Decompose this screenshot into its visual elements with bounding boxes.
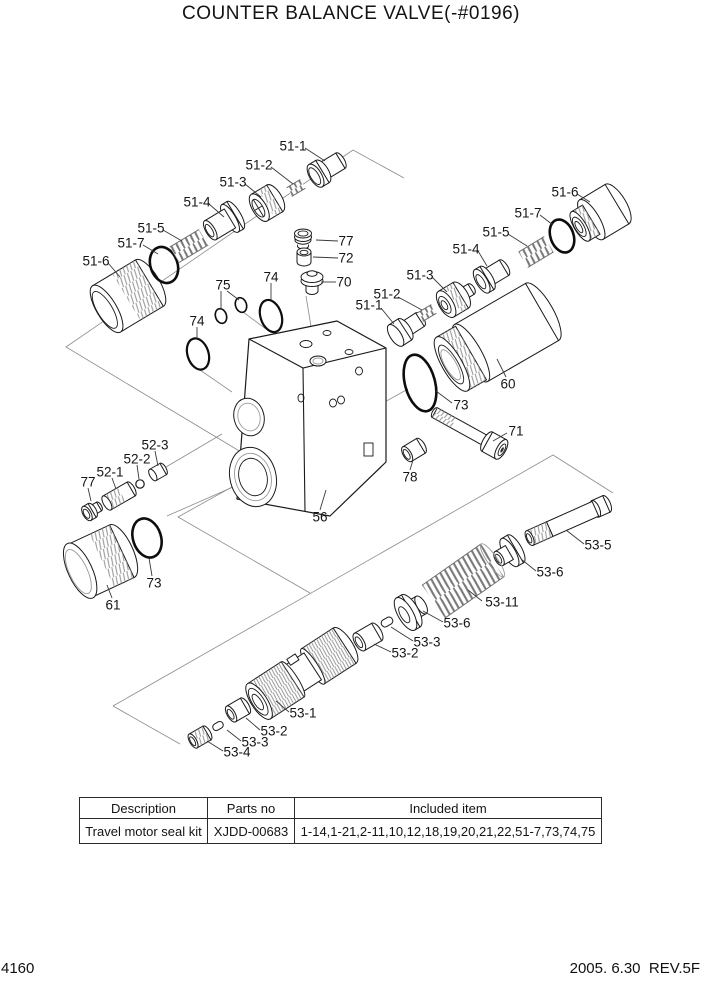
part-label-51-6: 51-6 [551,184,579,200]
leader-line [540,215,553,225]
part-label-51-1: 51-1 [279,138,307,154]
part-label-53-4: 53-4 [223,744,251,760]
part-label-75: 75 [215,277,231,293]
leader-line [112,478,116,489]
leader-line [163,230,182,241]
part-plug-77-center [295,229,312,249]
part-label-51-4: 51-4 [183,194,211,210]
leader-line [436,391,452,403]
part-retainer-53-6-lower [390,587,434,634]
part-label-53-6: 53-6 [443,615,471,631]
seal-kit-table [79,797,602,844]
page-number: 4160 [1,960,35,977]
part-spring-51-5-right [519,237,554,268]
part-label-52-2: 52-2 [123,451,151,467]
part-label-53-1: 53-1 [289,705,317,721]
part-sleeve-53-2-a [350,621,385,653]
part-label-52-1: 52-1 [96,464,124,480]
cell-description: Travel motor seal kit [80,819,208,844]
part-label-73: 73 [453,397,469,413]
part-bushing-78 [399,437,428,464]
part-pellet-53-3-b [211,720,224,732]
part-label-53-2: 53-2 [391,645,419,661]
part-label-51-2: 51-2 [373,286,401,302]
leader-line [88,488,91,501]
part-label-71: 71 [508,423,524,439]
leader-line [246,718,260,730]
part-plug-77-left [79,498,105,522]
part-label-51-5: 51-5 [482,224,510,240]
part-ring-52-2 [136,480,144,488]
part-label-74: 74 [189,313,205,329]
table-header-included-item: Included item [295,798,602,819]
part-label-77: 77 [338,233,354,249]
part-screw-53-4 [186,724,214,749]
leader-line [432,277,447,292]
part-label-51-4: 51-4 [452,241,480,257]
table-header-parts-no: Parts no [208,798,295,819]
cell-parts-no: XJDD-00683 [208,819,295,844]
part-label-51-7: 51-7 [514,205,542,221]
leader-line [137,465,139,479]
table-row [80,819,602,844]
part-label-51-3: 51-3 [219,174,247,190]
part-bolt-51-1-left [304,148,351,190]
part-label-53-11: 53-11 [485,594,519,610]
part-label-51-6: 51-6 [82,253,110,269]
part-label-51-3: 51-3 [406,267,434,283]
part-label-51-2: 51-2 [245,157,273,173]
part-label-51-1: 51-1 [355,297,383,313]
leader-line [155,451,158,466]
leader-line [521,559,536,571]
part-seat-51-4-right [470,254,514,295]
part-pellet-53-3-a [380,616,394,629]
cell-included-item: 1-14,1-21,2-11,10,12,18,19,20,21,22,51-7,73,74,75 [295,819,602,844]
part-label-53-5: 53-5 [584,537,612,553]
part-bolt-71 [427,402,510,461]
part-label-51-7: 51-7 [117,235,145,251]
leader-line [398,297,422,310]
part-oring-73-right [398,351,442,415]
leader-line [305,148,325,161]
part-label-51-5: 51-5 [137,220,165,236]
leader-line [508,234,527,246]
leader-line [374,644,391,652]
part-oring-74-left [183,336,213,373]
part-valve-body-56 [223,321,386,516]
leader-line [207,741,223,751]
page-title: COUNTER BALANCE VALVE(-#0196) [182,3,520,24]
table-header-description: Description [80,798,208,819]
part-label-53-3: 53-3 [413,634,441,650]
part-label-70: 70 [336,274,352,290]
part-label-61: 61 [105,597,121,613]
revision-text: 2005. 6.30 REV.5F [569,960,700,977]
leader-line [316,240,338,241]
leader-line [271,167,293,184]
part-poppet-51-3-left [245,181,288,224]
part-label-60: 60 [500,376,516,392]
leader-line [566,530,584,544]
part-oring-75-a [213,307,228,325]
part-screw-52-1 [100,480,138,511]
leader-line [149,558,152,576]
part-label-53-6: 53-6 [536,564,564,580]
part-plug-72-center [297,248,311,266]
part-label-78: 78 [402,469,418,485]
part-label-53-3: 53-3 [241,734,269,750]
leader-line [227,730,241,741]
part-oring-74-upper [256,297,286,335]
part-label-52-3: 52-3 [141,437,169,453]
leader-line [423,611,443,622]
part-oring-75-b [233,296,248,314]
part-label-72: 72 [338,250,354,266]
part-plug-70-center [301,271,323,295]
part-label-53-2: 53-2 [260,723,288,739]
part-label-56: 56 [312,509,328,525]
leader-line [313,257,338,258]
part-label-77: 77 [80,474,96,490]
part-label-73: 73 [146,575,162,591]
leader-line [381,308,394,324]
part-label-74: 74 [263,269,279,285]
